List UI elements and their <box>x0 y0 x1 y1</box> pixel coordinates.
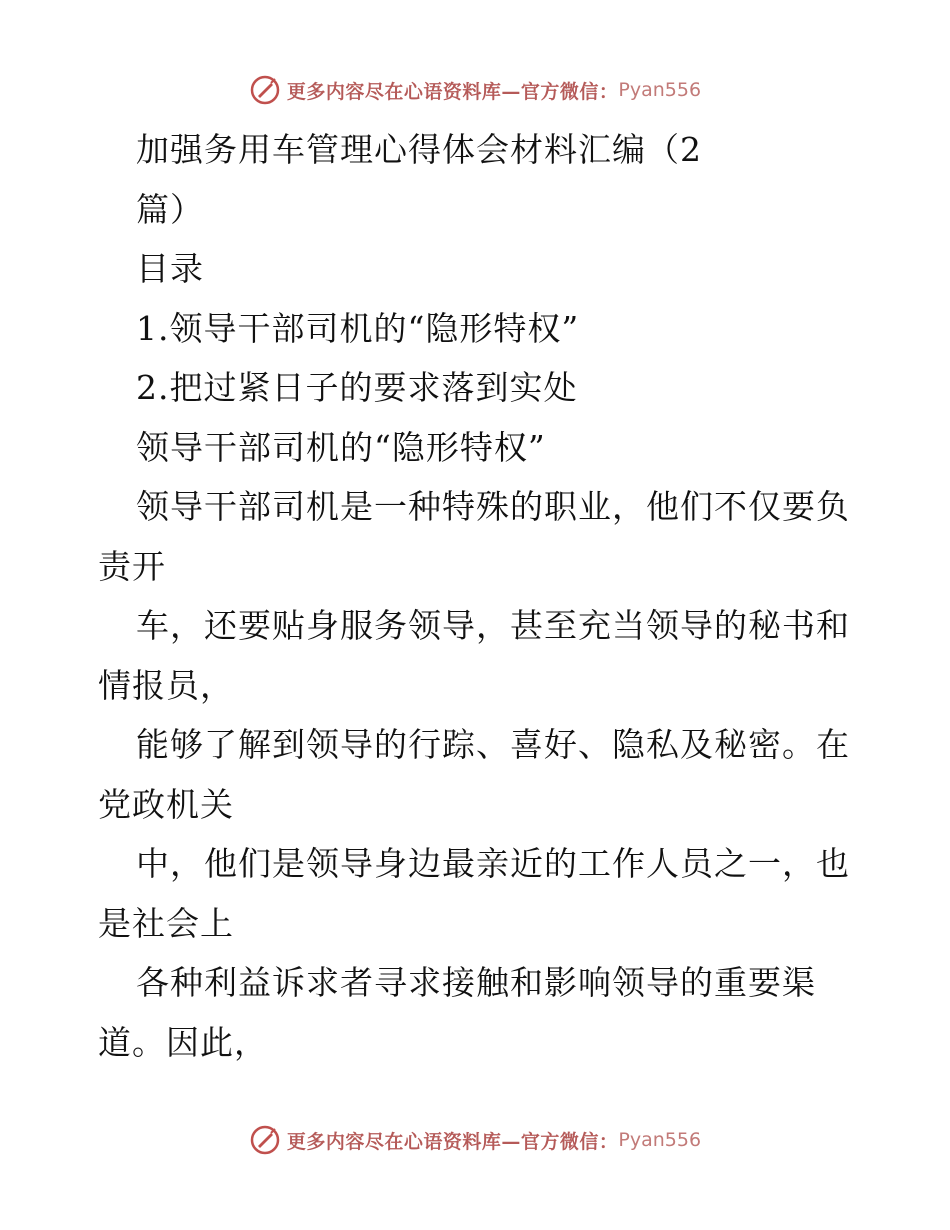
quill-logo-icon <box>249 74 281 106</box>
banner-text: 更多内容尽在心语资料库—官方微信： <box>286 80 619 103</box>
text-line: 能够了解到领导的行踪、喜好、隐私及秘密。在 <box>136 725 850 764</box>
text-line: 情报员， <box>98 665 234 705</box>
banner-wechat-id: Pyan556 <box>618 79 702 101</box>
text-line: 2.把过紧日子的要求落到实处 <box>136 368 578 407</box>
text-line: 党政机关 <box>98 784 234 824</box>
document-body <box>98 120 858 1072</box>
text-line: 1.领导干部司机的“隐形特权” <box>136 308 580 348</box>
text-line: 领导干部司机的“隐形特权” <box>136 427 546 467</box>
text-line: 道。因此， <box>98 1022 268 1062</box>
text-line: 车，还要贴身服务领导，甚至充当领导的秘书和 <box>136 606 850 645</box>
footer-banner <box>0 1120 950 1160</box>
text-line: 责开 <box>98 546 166 586</box>
header-banner <box>0 70 950 110</box>
text-line: 加强务用车管理心得体会材料汇编（2 <box>136 130 702 169</box>
text-line: 是社会上 <box>98 903 234 943</box>
text-line: 目录 <box>136 249 204 288</box>
quill-logo-icon <box>249 1124 281 1156</box>
text-line: 篇） <box>136 189 204 229</box>
text-line: 中，他们是领导身边最亲近的工作人员之一，也 <box>136 844 850 883</box>
text-line: 领导干部司机是一种特殊的职业，他们不仅要负 <box>136 487 850 526</box>
text-line: 各种利益诉求者寻求接触和影响领导的重要渠 <box>136 963 816 1002</box>
banner-wechat-id: Pyan556 <box>618 1129 702 1151</box>
banner-text: 更多内容尽在心语资料库—官方微信： <box>286 1130 619 1153</box>
